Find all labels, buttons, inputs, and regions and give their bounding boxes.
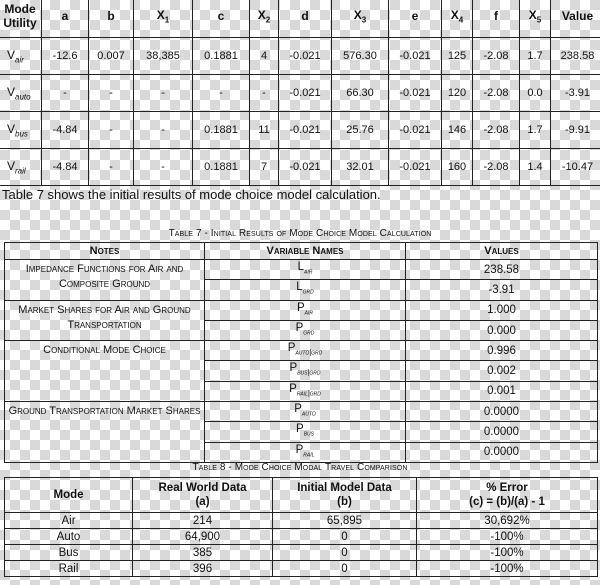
utility-header-sub-5: 2 [265,15,271,25]
utility-cell: 125 [442,38,473,75]
table7-variable: $P_{auto|grd}$ [205,341,406,361]
utility-label: $V_{auto}$ [0,75,42,112]
utility-cell: 576.30 [332,38,389,75]
table7-variable: $P_{auto}$ [205,402,406,422]
table8-cell: Auto [5,529,133,545]
table7-value: 238.58 [406,260,598,280]
utility-header-2: b [89,0,134,38]
utility-cell: -9.91 [551,112,600,149]
table8-cell: 65,895 [273,513,417,529]
table7-row [5,300,598,320]
utility-cell: -0.021 [279,112,332,149]
utility-cell: 146 [442,112,473,149]
table7-note: Ground Transportation Market Shares [5,402,205,463]
utility-cell: - [89,112,134,149]
table7-variable-sub: bus|grd [297,369,321,377]
table8-cell: 214 [133,513,273,529]
utility-header-3: $X_1$ [134,0,193,38]
mode-choice-results-table [4,242,598,463]
utility-cell: -12.6 [42,38,89,75]
utility-cell: 38,385 [134,38,193,75]
table8-cell: 396 [133,561,273,577]
utility-cell: -0.021 [279,149,332,186]
utility-cell: 0.0 [520,75,551,112]
utility-cell: 120 [442,75,473,112]
table7-row [5,260,598,280]
table8-cell: -100% [417,545,598,561]
utility-label: $V_{rail}$ [0,149,42,186]
utility-header-7: $X_3$ [332,0,389,38]
utility-cell: -0.021 [389,38,442,75]
utility-cell: 1.7 [520,112,551,149]
utility-cell: -0.021 [389,75,442,112]
utility-cell: - [89,149,134,186]
table8-header-sub: (a) [195,496,210,508]
modal-travel-comparison-table [4,477,598,577]
utility-table-header-row [0,0,600,38]
utility-cell: 0.1881 [193,112,250,149]
utility-label-sub: bus [15,129,28,139]
table7-variable-sub: auto|grd [295,349,323,357]
utility-cell: -3.91 [551,75,600,112]
utility-header-10: f [473,0,520,38]
utility-cell: - [42,75,89,112]
utility-header-sub-7: 3 [361,15,367,25]
utility-cell: -2.08 [473,112,520,149]
utility-cell: 11 [250,112,279,149]
utility-label: $V_{bus}$ [0,112,42,149]
table8-header-2 [273,478,417,513]
table8-header-title: Real World Data [158,482,247,494]
utility-header-sub-11: 5 [536,15,542,25]
table8-cell: 0 [273,545,417,561]
table7-variable: $P_{rail|grd}$ [205,381,406,401]
utility-cell: 0.1881 [193,38,250,75]
utility-cell: 66.30 [332,75,389,112]
utility-cell: 0.1881 [193,149,250,186]
table7-note: Impedance Functions for Air and Composite Ground [5,260,205,301]
table7-header-notes: Notes [5,243,205,260]
utility-cell: - [134,112,193,149]
utility-header-sub-9: 4 [458,15,464,25]
table8-cell: 30,692% [417,513,598,529]
utility-cell: 7 [250,149,279,186]
table7-value: 0.0000 [406,402,598,422]
utility-header-11: $X_5$ [520,0,551,38]
utility-header-6: d [279,0,332,38]
table8-cell: 0 [273,529,417,545]
table8-header-title: Initial Model Data [297,482,392,494]
table7-header-row [5,243,598,260]
table7-header-values: Values [406,243,598,260]
utility-cell: -0.021 [279,38,332,75]
table7-variable-sub: grd [302,288,314,296]
utility-cell: -2.08 [473,38,520,75]
table8-header-3 [417,478,598,513]
table8-header-0 [5,478,133,513]
table8-cell: -100% [417,561,598,577]
utility-header-5: $X_2$ [250,0,279,38]
table8-row [5,513,598,529]
utility-cell: 4 [250,38,279,75]
table7-row [5,402,598,422]
table7-variable: $L_{air}$ [205,260,406,280]
table7-value: 0.0000 [406,422,598,442]
utility-parameters-table [0,0,600,186]
utility-cell: -4.84 [42,149,89,186]
table8-cell: Air [5,513,133,529]
table7-variable: $P_{bus}$ [205,422,406,442]
utility-header-4: c [193,0,250,38]
table8-header-1 [133,478,273,513]
table7-variable-sub: rail [303,450,315,458]
utility-cell: - [134,149,193,186]
utility-header-1: a [42,0,89,38]
table8-cell: 64,900 [133,529,273,545]
table7-value: -3.91 [406,280,598,300]
utility-label-sub: rail [15,166,26,176]
utility-cell: -0.021 [389,149,442,186]
utility-header-8: e [389,0,442,38]
table7-value: 0.001 [406,381,598,401]
utility-cell: 1.4 [520,149,551,186]
table7-header-variable-names: Variable Names [205,243,406,260]
table8-header-sub: (c) = (b)/(a) - 1 [469,496,545,508]
utility-row [0,38,600,75]
table8-header-title: Mode [53,489,84,501]
table7-variable-sub: air [304,308,313,316]
table8-header-sub: (b) [337,496,352,508]
table8-cell: 385 [133,545,273,561]
table7-caption: Table 7 - Initial Results of Mode Choice Model Calculation [168,228,432,239]
table8-header-title: % Error [486,482,528,494]
utility-row [0,112,600,149]
table7-variable-sub: rail|grd [296,390,321,398]
utility-row [0,75,600,112]
table8-row [5,545,598,561]
utility-header-12: Value [551,0,600,38]
table7-note: Conditional Mode Choice [5,341,205,402]
utility-cell: 32.01 [332,149,389,186]
table8-caption: Table 8 - Mode Choice Modal Travel Comparison [192,462,408,473]
utility-cell: 1.7 [520,38,551,75]
utility-cell: - [250,75,279,112]
table8-row [5,529,598,545]
table7-value: 0.0000 [406,442,598,462]
utility-cell: - [134,75,193,112]
utility-cell: 25.76 [332,112,389,149]
table7-variable: $L_{grd}$ [205,280,406,300]
table8-header-row [5,478,598,513]
table7-value: 0.996 [406,341,598,361]
table7-variable-sub: auto [301,410,316,418]
utility-header-0: Mode Utility [0,0,42,38]
table7-variable: $P_{grd}$ [205,320,406,340]
utility-header-sub-3: 1 [164,15,170,25]
utility-cell: 160 [442,149,473,186]
utility-cell: -4.84 [42,112,89,149]
table8-cell: Bus [5,545,133,561]
utility-cell: -0.021 [389,112,442,149]
utility-cell: - [89,75,134,112]
body-paragraph: Table 7 shows the initial results of mode choice model calculation. [2,187,381,202]
table7-note: Market Shares for Air and Ground Transportation [5,300,205,341]
utility-cell: - [193,75,250,112]
utility-cell: 238.58 [551,38,600,75]
utility-header-9: $X_4$ [442,0,473,38]
table8-cell: -100% [417,529,598,545]
table7-variable: $P_{air}$ [205,300,406,320]
table7-variable-sub: air [304,268,313,276]
utility-cell: -0.021 [279,75,332,112]
utility-cell: -2.08 [473,75,520,112]
table7-value: 1.000 [406,300,598,320]
utility-cell: -10.47 [551,149,600,186]
table7-variable-sub: grd [303,329,315,337]
table8-cell: 0 [273,561,417,577]
table7-value: 0.000 [406,320,598,340]
utility-row [0,149,600,186]
utility-label: $V_{air}$ [0,38,42,75]
utility-label-sub: auto [15,92,31,102]
table7-variable: $P_{bus|grd}$ [205,361,406,381]
utility-cell: -2.08 [473,149,520,186]
table8-row [5,561,598,577]
utility-label-sub: air [15,55,24,65]
table7-row [5,341,598,361]
table7-variable: $P_{rail}$ [205,442,406,462]
table8-cell: Rail [5,561,133,577]
utility-cell: 0.007 [89,38,134,75]
table7-variable-sub: bus [303,430,314,438]
table7-value: 0.002 [406,361,598,381]
